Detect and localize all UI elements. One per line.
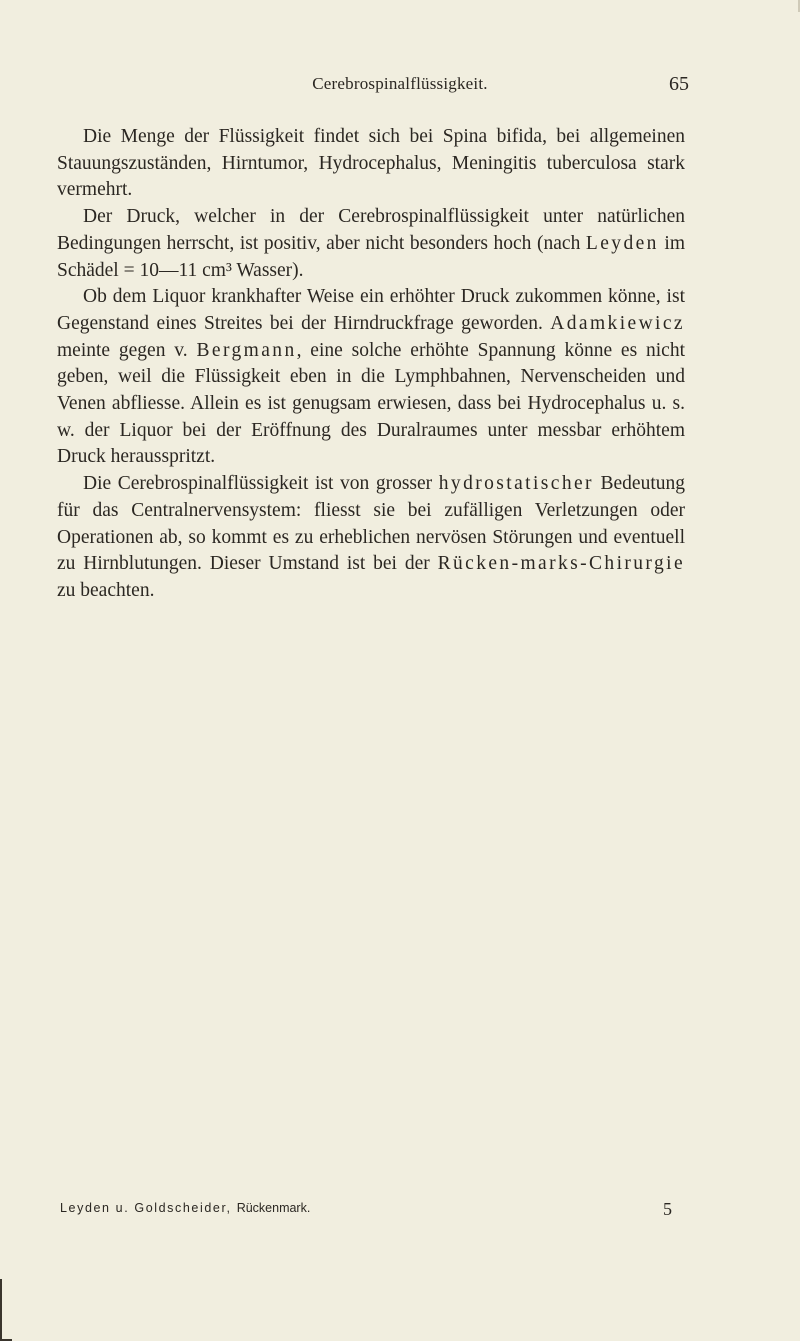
paragraph-text: Die Menge der Flüssigkeit findet sich bei Spina bifida, bei allgemeinen Stauungszuständen, Hirntumor, Hydrocephalus, Meningitis tuberculosa stark vermehrt. xyxy=(57,126,685,201)
paragraph-4 xyxy=(57,471,685,605)
page-edge-mark xyxy=(788,0,800,12)
paragraph-text: Bedeutung für das Centralnervensystem: fliesst sie bei zufälligen Verletzungen oder Operationen ab, so kommt es zu erheblichen nervösen Störungen und eventuell zu Hirnblutungen. Dieser Umstand ist bei der xyxy=(57,473,686,575)
body-text xyxy=(57,124,685,605)
paragraph-text: zu beachten. xyxy=(57,579,155,601)
paragraph-1 xyxy=(57,124,685,204)
footer-authors: Leyden u. Goldscheider, xyxy=(60,1201,237,1215)
printer-signature: 5 xyxy=(663,1199,672,1219)
footer-book-title: Rückenmark. xyxy=(236,1201,311,1215)
paragraph-3 xyxy=(57,284,685,471)
footer-signature-line xyxy=(60,1199,672,1219)
author-name: Bergmann xyxy=(196,339,297,361)
running-header: Cerebrospinalflüssigkeit. xyxy=(312,74,488,93)
paragraph-text: Ob dem Liquor krankhafter Weise ein erhöhter Druck zukommen könne, ist Gegenstand eines Streites bei der Hirndruckfrage geworden. xyxy=(57,286,685,334)
emphasis-term: hydrostatischer xyxy=(438,473,594,495)
paragraph-text: meinte gegen v. xyxy=(57,339,197,361)
page-number: 65 xyxy=(669,73,689,95)
emphasis-term: Rücken-marks-Chirurgie xyxy=(437,553,685,575)
paragraph-text: im Schädel = 10—11 cm³ Wasser). xyxy=(57,232,685,281)
paragraph-text: Der Druck, welcher in der Cerebrospinalflüssigkeit unter natürlichen Bedingungen herrscht, ist positiv, aber nicht besonders hoch (nach xyxy=(57,206,685,254)
paragraph-2 xyxy=(57,204,685,284)
paragraph-text: Die Cerebrospinalflüssigkeit ist von grosser xyxy=(83,473,439,495)
author-name: Adamkiewicz xyxy=(550,312,685,334)
binding-edge-mark xyxy=(0,1279,12,1341)
paragraph-text: , eine solche erhöhte Spannung könne es nicht geben, weil die Flüssigkeit eben in die Lymphbahnen, Nervenscheiden und Venen abfliesse. Allein es ist genugsam erwiesen, dass bei Hydrocephalus u. s. w. der Liquor bei der Eröffnung des Duralraumes unter messbar erhöhtem Druck herausspritzt. xyxy=(57,339,686,468)
author-name: Leyden xyxy=(585,232,659,254)
